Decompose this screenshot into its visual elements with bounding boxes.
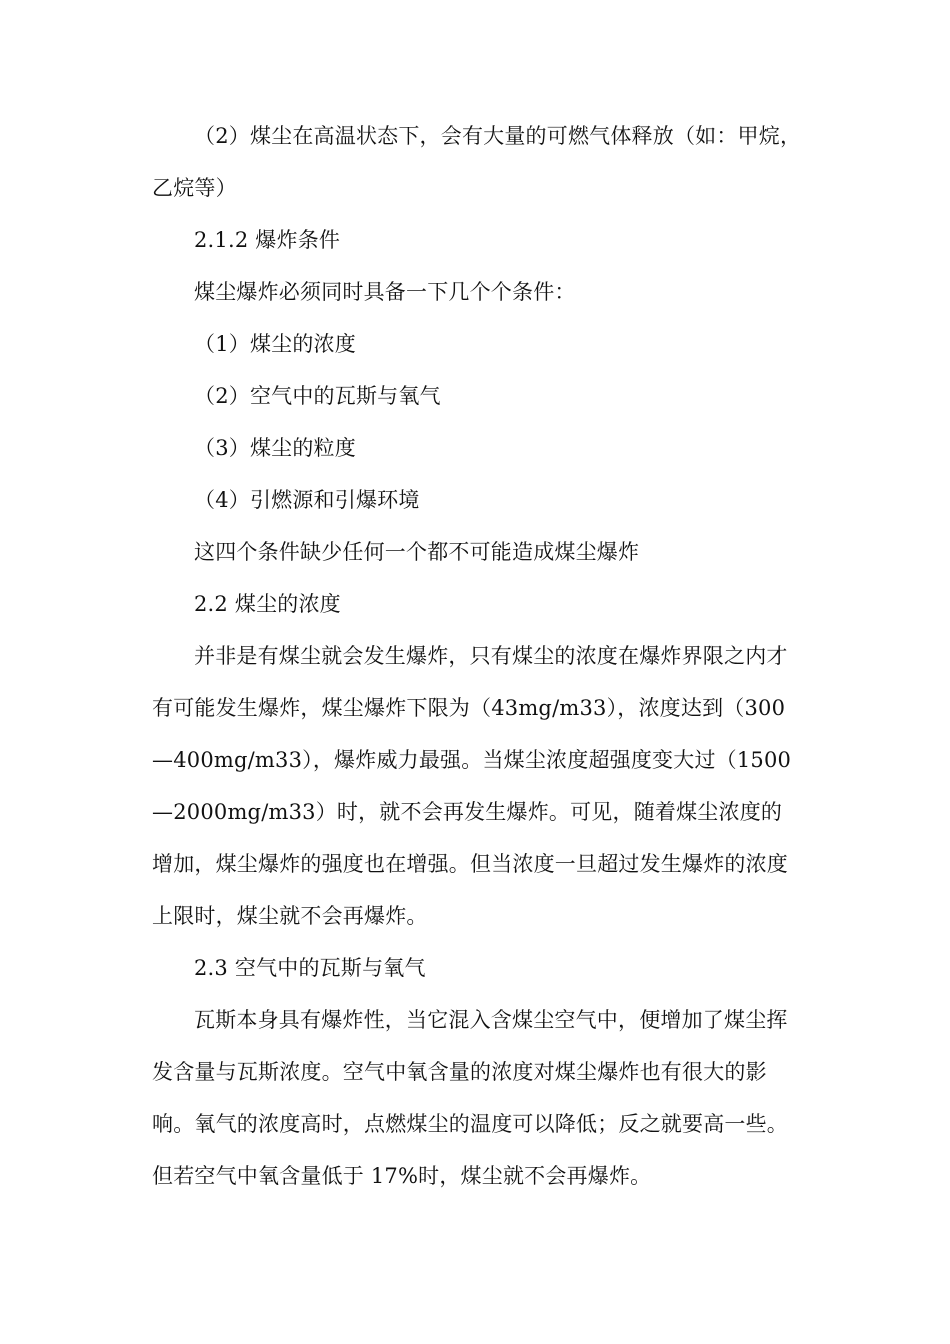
heading-2-3: 2.3 空气中的瓦斯与氧气: [194, 956, 426, 980]
list-item-condition-4: （4）引燃源和引爆环境: [194, 488, 420, 512]
list-item-condition-2: （2）空气中的瓦斯与氧气: [194, 384, 441, 408]
heading-2-1-2: 2.1.2 爆炸条件: [194, 228, 341, 252]
paragraph-gas-release: （2）煤尘在高温状态下，会有大量的可燃气体释放（如：甲烷，乙烷等）: [152, 124, 802, 200]
paragraph-conditions-summary: 这四个条件缺少任何一个都不可能造成煤尘爆炸: [194, 540, 640, 564]
list-item-condition-1: （1）煤尘的浓度: [194, 332, 356, 356]
list-item-condition-3: （3）煤尘的粒度: [194, 436, 356, 460]
paragraph-gas-oxygen: 瓦斯本身具有爆炸性，当它混入含煤尘空气中，便增加了煤尘挥发含量与瓦斯浓度。空气中氧含量的浓度对煤尘爆炸也有很大的影响。氧气的浓度高时，点燃煤尘的温度可以降低；反之就要高一些。但若空气中氧含量低于 17%时，煤尘就不会再爆炸。: [152, 1008, 788, 1188]
paragraph-conditions-intro: 煤尘爆炸必须同时具备一下几个个条件：: [194, 280, 576, 304]
paragraph-concentration: 并非是有煤尘就会发生爆炸，只有煤尘的浓度在爆炸界限之内才有可能发生爆炸，煤尘爆炸下限为（43mg/m33），浓度达到（300—400mg/m33），爆炸威力最强。当煤尘浓度超强度变大过（1500—2000mg/m33）时，就不会再发生爆炸。可见，随着煤尘浓度的增加，煤尘爆炸的强度也在增强。但当浓度一旦超过发生爆炸的浓度上限时，煤尘就不会再爆炸。: [152, 644, 792, 928]
document-body: [152, 110, 802, 1202]
heading-2-2: 2.2 煤尘的浓度: [194, 592, 341, 616]
